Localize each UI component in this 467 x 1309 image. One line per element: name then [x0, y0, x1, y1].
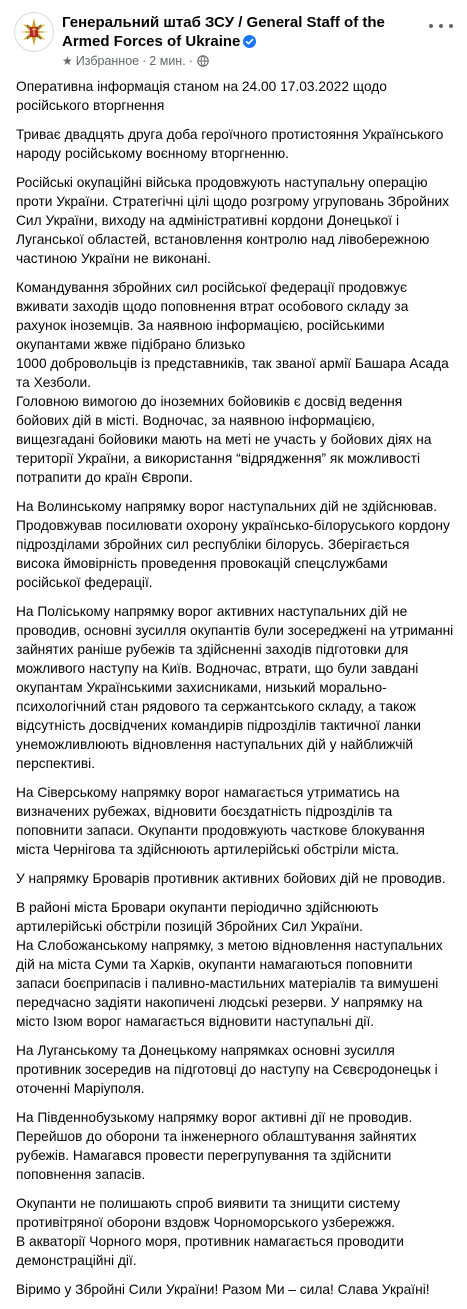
post-paragraph: На Луганському та Донецькому напрямках основні зусилля противник зосередив на підготовці до наступу на Сєвєродонецьк і оточенні Маріуполя.: [16, 1043, 438, 1096]
post-paragraph: На Сіверському напрямку ворог намагається утриматись на визначених рубежах, відновити боєздатність підрозділів та поповнити запаси. Окупанти продовжують часткове блокування міста Чернігова та здійснюють артилерійські обстріли міста.: [16, 785, 425, 857]
post-paragraph: В районі міста Бровари окупанти періодично здійснюють артилерійські обстріли позицій Збройних Сил України. На Слобожанському напрямку, з метою відновлення наступальних дій на міста Суми та Харків, окупанти намагаються поповнити запаси боєприпасів і паливно-мастильних матеріалів та вимушені передчасно задіяти накопичені людські резерви. У напрямку на місто Ізюм ворог намагається відновити наступальні дії.: [16, 900, 443, 1029]
post-paragraph: На Поліському напрямку ворог активних наступальних дій не проводив, основні зусилля окупантів були зосереджені на утриманні зайнятих раніше рубежів та здійсненні заходів підготовки для можливого наступу на Київ. Водночас, втрати, що були завдані окупантам Українськими захисниками, низький морально-психологічний стан рядового та сержантського складу, а також відсутність досвідчених командирів підрозділів тактичної ланки унеможливлюють відновлення наступальних дій у найближчій перспективі.: [16, 604, 454, 771]
post-paragraph: Оперативна інформація станом на 24.00 17.03.2022 щодо російського вторгнення: [16, 79, 387, 113]
post-paragraph: У напрямку Броварів противник активних бойових дій не проводив.: [16, 871, 446, 886]
more-options-icon: [429, 24, 433, 28]
post-paragraph: На Волинському напрямку ворог наступальних дій не здійснював. Продовжував посилювати охорону українсько-білоруського кордону підрозділами збройних сил республіки білорусь. Зберігається висока ймовірність проведення провокацій спецслужбами російської федерації.: [16, 499, 450, 590]
globe-icon[interactable]: [197, 55, 209, 67]
post-paragraph: Окупанти не полишають спроб виявити та знищити систему противітряної оборони вздовж Чорноморського узбережжя. В акваторії Чорного моря, противник намагається проводити демонстраційні дії.: [16, 1196, 404, 1268]
post-paragraph: На Південнобузькому напрямку ворог активні дії не проводив. Перейшов до оборони та інженерного облаштування зайнятих рубежів. Намагався провести перегрупування та здійснити поповнення запасів.: [16, 1110, 417, 1182]
post-timestamp[interactable]: 2 мин.: [149, 54, 186, 68]
post-meta: [62, 53, 422, 69]
post-paragraph: Триває двадцять друга доба героїчного протистояння Українського народу російському воєнному вторгненню.: [16, 127, 444, 161]
more-options-button[interactable]: [429, 18, 453, 34]
page-name[interactable]: [62, 13, 422, 51]
post-header: [0, 0, 467, 70]
meta-separator: ·: [142, 54, 147, 68]
post-paragraph: Віримо у Збройні Сили України! Разом Ми – сила! Слава Україні!: [16, 1282, 430, 1297]
more-options-icon: [439, 24, 443, 28]
meta-separator: ·: [188, 54, 193, 68]
verified-badge-icon: [243, 35, 256, 48]
favorites-star-icon: ★: [62, 54, 73, 68]
post-paragraph: Командування збройних сил російської федерації продовжує вживати заходів щодо поповнення втрат особового складу за рахунок іноземців. За наявною інформацією, російськими окупантами жвже підібрано близько 1000 добровольців із представників, так званої армії Башара Асада та Хезболи. Головною вимогою до іноземних бойовиків є досвід ведення бойових дій в місті. Водночас, за наявною інформацією, вищезгадані бойовики мають на меті не участь у бойових діях на території України, а використання “відрядження” як можливості потрапити до країн Європи.: [16, 280, 449, 485]
favorites-label[interactable]: Избранное: [75, 54, 140, 68]
post-paragraph: Російські окупаційні війська продовжують наступальну операцію проти України. Стратегічні цілі щодо розгрому угруповань Збройних Сил України, виходу на адміністративні кордони Донецької і Луганської областей, встановлення контролю над лівобережною частиною України не виконані.: [16, 175, 450, 266]
page-avatar[interactable]: [14, 12, 54, 52]
page-name-text[interactable]: Генеральний штаб ЗСУ / General Staff of the Armed Forces of Ukraine: [62, 14, 385, 50]
post-text: [16, 77, 456, 1309]
more-options-icon: [449, 24, 453, 28]
general-staff-emblem-icon: [17, 15, 51, 49]
